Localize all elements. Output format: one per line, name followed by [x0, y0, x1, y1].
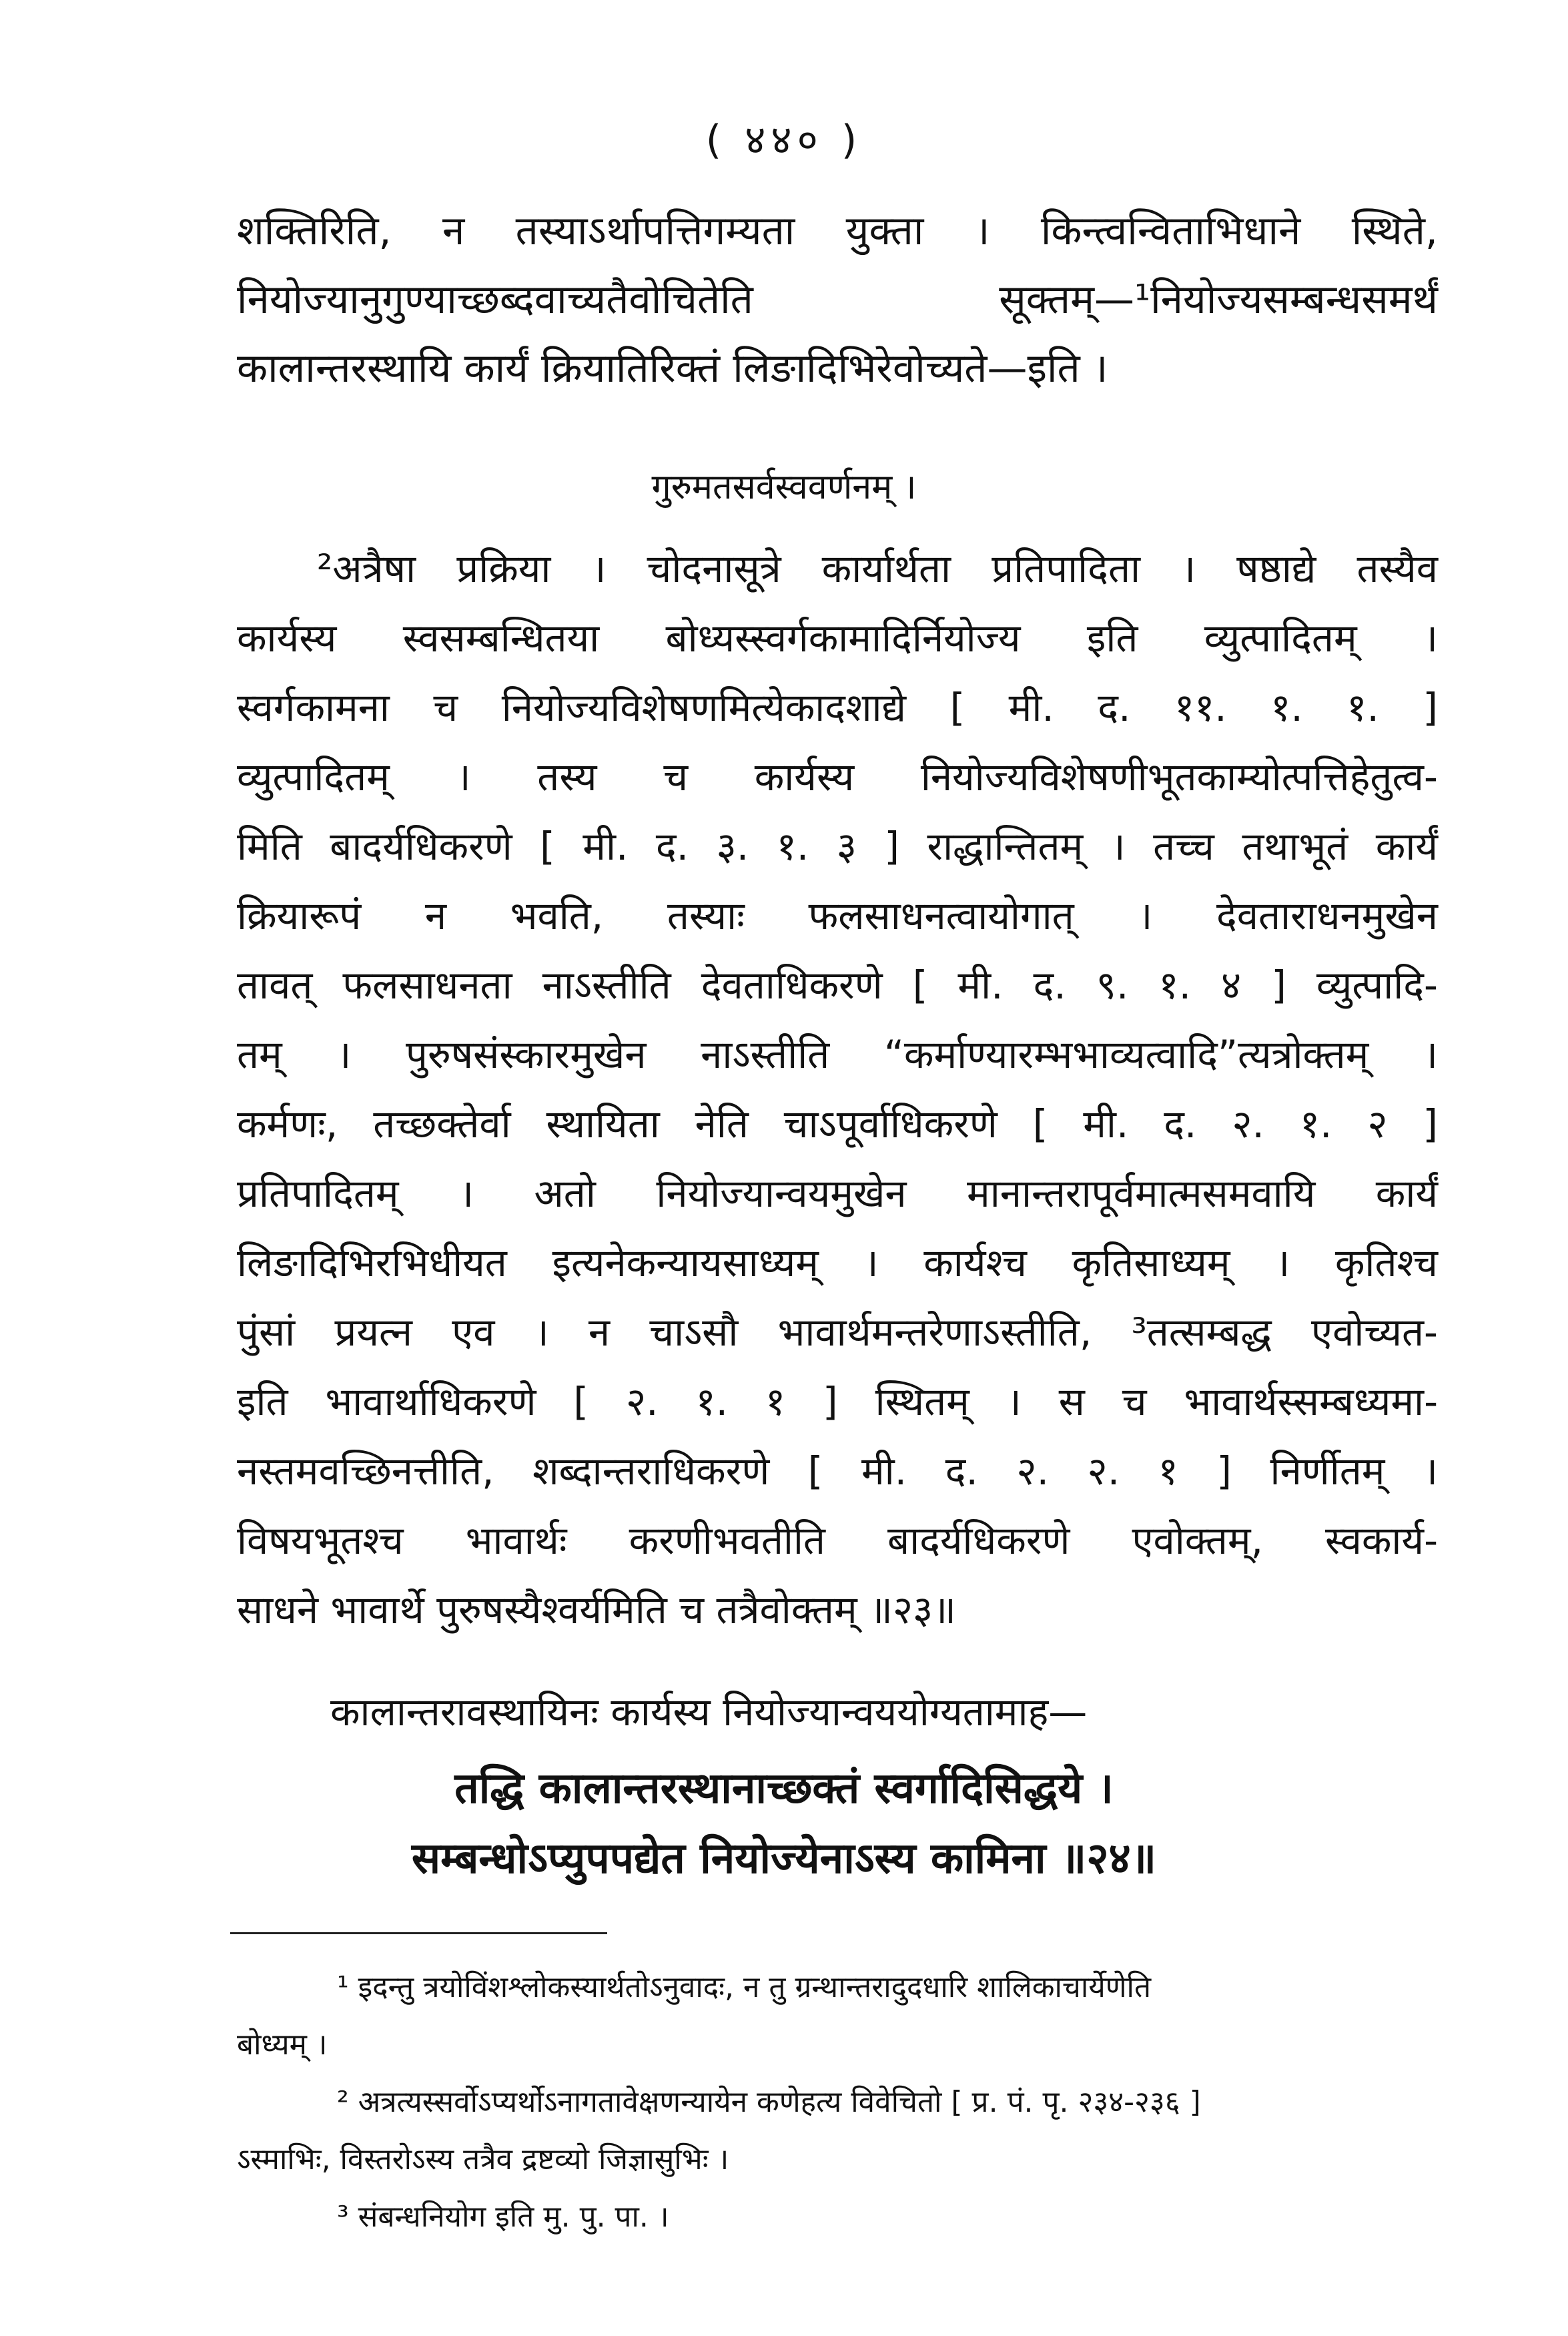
text-line: पुंसां प्रयत्न एव । न चाऽसौ भावार्थमन्तरेणाऽस्तीति, ³तत्सम्बद्ध एवोच्यत- — [237, 1309, 1438, 1355]
text-line: लिङादिभिरभिधीयत इत्यनेकन्यायसाध्यम् । कार्यश्च कृतिसाध्यम् । कृतिश्च — [237, 1240, 1438, 1285]
text-line: स्वर्गकामना च नियोज्यविशेषणमित्येकादशाद्ये [ मी. द. ११. १. १. ] — [237, 685, 1438, 730]
text-line: कालान्तरस्थायि कार्यं क्रियातिरिक्तं लिङादिभिरेवोच्यते—इति । — [237, 345, 1108, 392]
page-number: ( ४४० ) — [705, 117, 863, 164]
text-line: मिति बादर्यधिकरणे [ मी. द. ३. १. ३ ] राद्धान्तितम् । तच्च तथाभूतं कार्यं — [237, 824, 1438, 869]
verse-block — [0, 1754, 1568, 1894]
text-line: विषयभूतश्च भावार्थः करणीभवतीति बादर्यधिकरणे एवोक्तम्, स्वकार्य- — [237, 1518, 1438, 1563]
footnotes — [237, 1959, 1438, 2246]
verse-line: सम्बन्धोऽप्युपपद्येत नियोज्येनाऽस्य कामिना ॥२४॥ — [411, 1834, 1157, 1883]
text-line: शक्तिरिति, न तस्याऽर्थापत्तिगम्यता युक्ता । किन्त्वन्विताभिधाने स्थिते, — [237, 208, 1438, 254]
footnote-line: ऽस्माभिः, विस्तरोऽस्य तत्रैव द्रष्टव्यो जिज्ञासुभिः । — [237, 2142, 729, 2176]
top-paragraph — [237, 197, 1438, 403]
text-line: तम् । पुरुषसंस्कारमुखेन नाऽस्तीति “कर्माण्यारम्भभाव्यत्वादि”त्यत्रोक्तम् । — [237, 1032, 1438, 1077]
text-line: तावत् फलसाधनता नाऽस्तीति देवताधिकरणे [ मी. द. ९. १. ४ ] व्युत्पादि- — [237, 962, 1438, 1008]
text-line: कर्मणः, तच्छक्तेर्वा स्थायिता नेति चाऽपूर्वाधिकरणे [ मी. द. २. १. २ ] — [237, 1101, 1438, 1147]
text-line: प्रतिपादितम् । अतो नियोज्यान्वयमुखेन मानान्तरापूर्वमात्मसमवायि कार्यं — [237, 1171, 1438, 1216]
text-line: इति भावार्थाधिकरणे [ २. १. १ ] स्थितम् । स च भावार्थस्सम्बध्यमा- — [237, 1379, 1438, 1424]
footnote-line: ² अत्रत्यस्सर्वोऽप्यर्थोऽनागतावेक्षणन्यायेन कणेहत्य विवेचितो [ प्र. पं. पृ. २३४-२३६ ] — [337, 2085, 1201, 2119]
footnote-divider — [230, 1932, 607, 1934]
body-paragraph — [237, 534, 1438, 1645]
section-heading: गुरुमतसर्वस्ववर्णनम् । — [651, 467, 917, 507]
text-line: व्युत्पादितम् । तस्य च कार्यस्य नियोज्यविशेषणीभूतकाम्योत्पत्तिहेतुत्व- — [237, 754, 1438, 800]
text-line: नस्तमवच्छिनत्तीति, शब्दान्तराधिकरणे [ मी. द. २. २. १ ] निर्णीतम् । — [237, 1448, 1438, 1494]
verse-line: तद्धि कालान्तरस्थानाच्छक्तं स्वर्गादिसिद्धये । — [454, 1764, 1114, 1813]
text-line: क्रियारूपं न भवति, तस्याः फलसाधनत्वायोगात् । देवताराधनमुखेन — [237, 893, 1438, 938]
text-line: ²अत्रैषा प्रक्रिया । चोदनासूत्रे कार्यार्थता प्रतिपादिता । षष्ठाद्ये तस्यैव — [317, 546, 1438, 591]
text-line: नियोज्यानुगुण्याच्छब्दवाच्यतैवोचितेति सूक्तम्—¹नियोज्यसम्बन्धसमर्थं — [237, 276, 1438, 323]
footnote-line: ³ संबन्धनियोग इति मु. पु. पा. । — [337, 2200, 669, 2234]
text-line: कार्यस्य स्वसम्बन्धितया बोध्यस्स्वर्गकामादिर्नियोज्य इति व्युत्पादितम् । — [237, 615, 1438, 661]
footnote-line: ¹ इदन्तु त्रयोविंशश्लोकस्यार्थतोऽनुवादः, न तु ग्रन्थान्तरादुदधारि शालिकाचार्येणेति — [337, 1970, 1152, 2004]
footnote-line: बोध्यम् । — [237, 2028, 328, 2062]
verse-introduction: कालान्तरावस्थायिनः कार्यस्य नियोज्यान्वययोग्यतामाह— — [330, 1689, 1088, 1735]
text-line: साधने भावार्थे पुरुषस्यैश्वर्यमिति च तत्रैवोक्तम् ॥२३॥ — [237, 1587, 956, 1633]
